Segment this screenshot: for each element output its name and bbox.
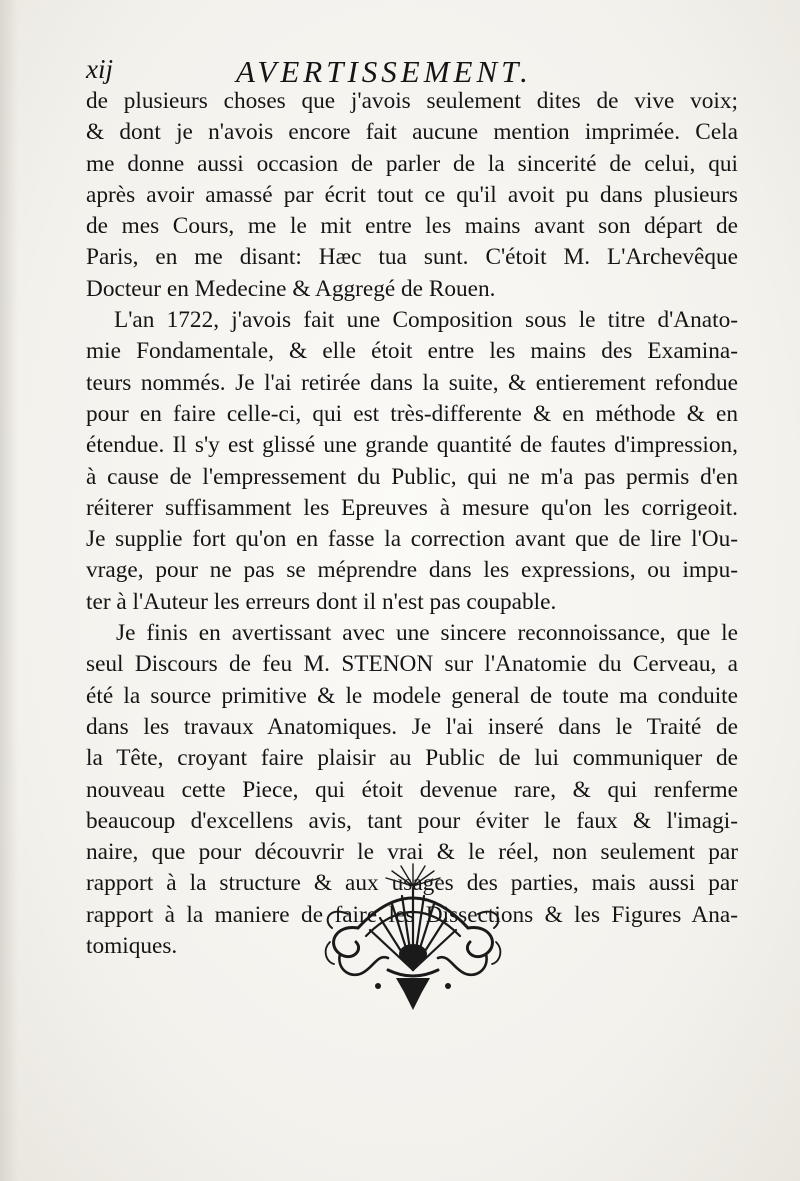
text-line: de plusieurs choses que j'avois seulement dites de vive voix; — [86, 88, 738, 114]
text-line: été la source primitive & le modele general de toute ma conduite — [86, 682, 738, 709]
page-header — [86, 54, 706, 90]
text-line: réiterer suffisamment les Epreuves à mesure qu'on les corrigeoit. — [86, 494, 738, 521]
text-line: ter à l'Auteur les erreurs dont il n'est pas coupable. — [86, 588, 557, 615]
text-line: naire, que pour découvrir le vrai & le réel, non seulement par — [86, 839, 738, 866]
text-line: Paris, en me disant: Hæc tua sunt. C'étoit M. L'Archevêque — [86, 244, 738, 271]
page-number: xij — [86, 54, 113, 84]
text-line: L'an 1722, j'avois fait une Composition sous le titre d'Anato- — [114, 307, 738, 334]
text-line: pour en faire celle-ci, qui est très-differente & en méthode & en — [86, 400, 738, 427]
text-line: à cause de l'empressement du Public, qui ne m'a pas permis d'en — [86, 463, 738, 490]
text-line: la Tête, croyant faire plaisir au Public de lui communiquer de — [86, 745, 738, 772]
text-line: Je supplie fort qu'on en fasse la correction avant que de lire l'Ou- — [86, 526, 738, 553]
text-line: Docteur en Medecine & Aggregé de Rouen. — [86, 275, 496, 302]
text-line: étendue. Il s'y est glissé une grande quantité de fautes d'impression, — [86, 432, 738, 459]
text-line: nouveau cette Piece, qui étoit devenue rare, & qui renferme — [86, 776, 738, 803]
running-title: AVERTISSEMENT. — [236, 54, 532, 89]
page-gutter-shadow — [0, 0, 18, 1181]
text-line: me donne aussi occasion de parler de la sincerité de celui, qui — [86, 150, 738, 177]
text-line: dans les travaux Anatomiques. Je l'ai inseré dans le Traité de — [86, 713, 738, 740]
text-line: rapport à la maniere de faire les Dissections & les Figures Ana- — [86, 901, 738, 928]
text-line: après avoir amassé par écrit tout ce qu'il avoit pu dans plusieurs — [86, 181, 738, 208]
text-line: de mes Cours, me le mit entre les mains avant son départ de — [86, 213, 738, 240]
text-line: teurs nommés. Je l'ai retirée dans la suite, & entierement refondue — [86, 369, 738, 396]
text-line: vrage, pour ne pas se méprendre dans les expressions, ou impu- — [86, 557, 738, 584]
shell-fleuron-icon — [318, 858, 508, 1018]
text-line: tomiques. — [86, 933, 178, 960]
text-line: rapport à la structure & aux usages des parties, mais aussi par — [86, 870, 738, 897]
text-line: mie Fondamentale, & elle étoit entre les mains des Examina- — [86, 338, 738, 365]
text-line: Je finis en avertissant avec une sincere reconnoissance, que le — [116, 620, 738, 647]
text-line: & dont je n'avois encore fait aucune mention imprimée. Cela — [86, 119, 738, 146]
body-text — [86, 86, 738, 962]
text-line: beaucoup d'excellens avis, tant pour éviter le faux & l'imagi- — [86, 807, 738, 834]
text-line: seul Discours de feu M. STENON sur l'Anatomie du Cerveau, a — [86, 651, 738, 678]
